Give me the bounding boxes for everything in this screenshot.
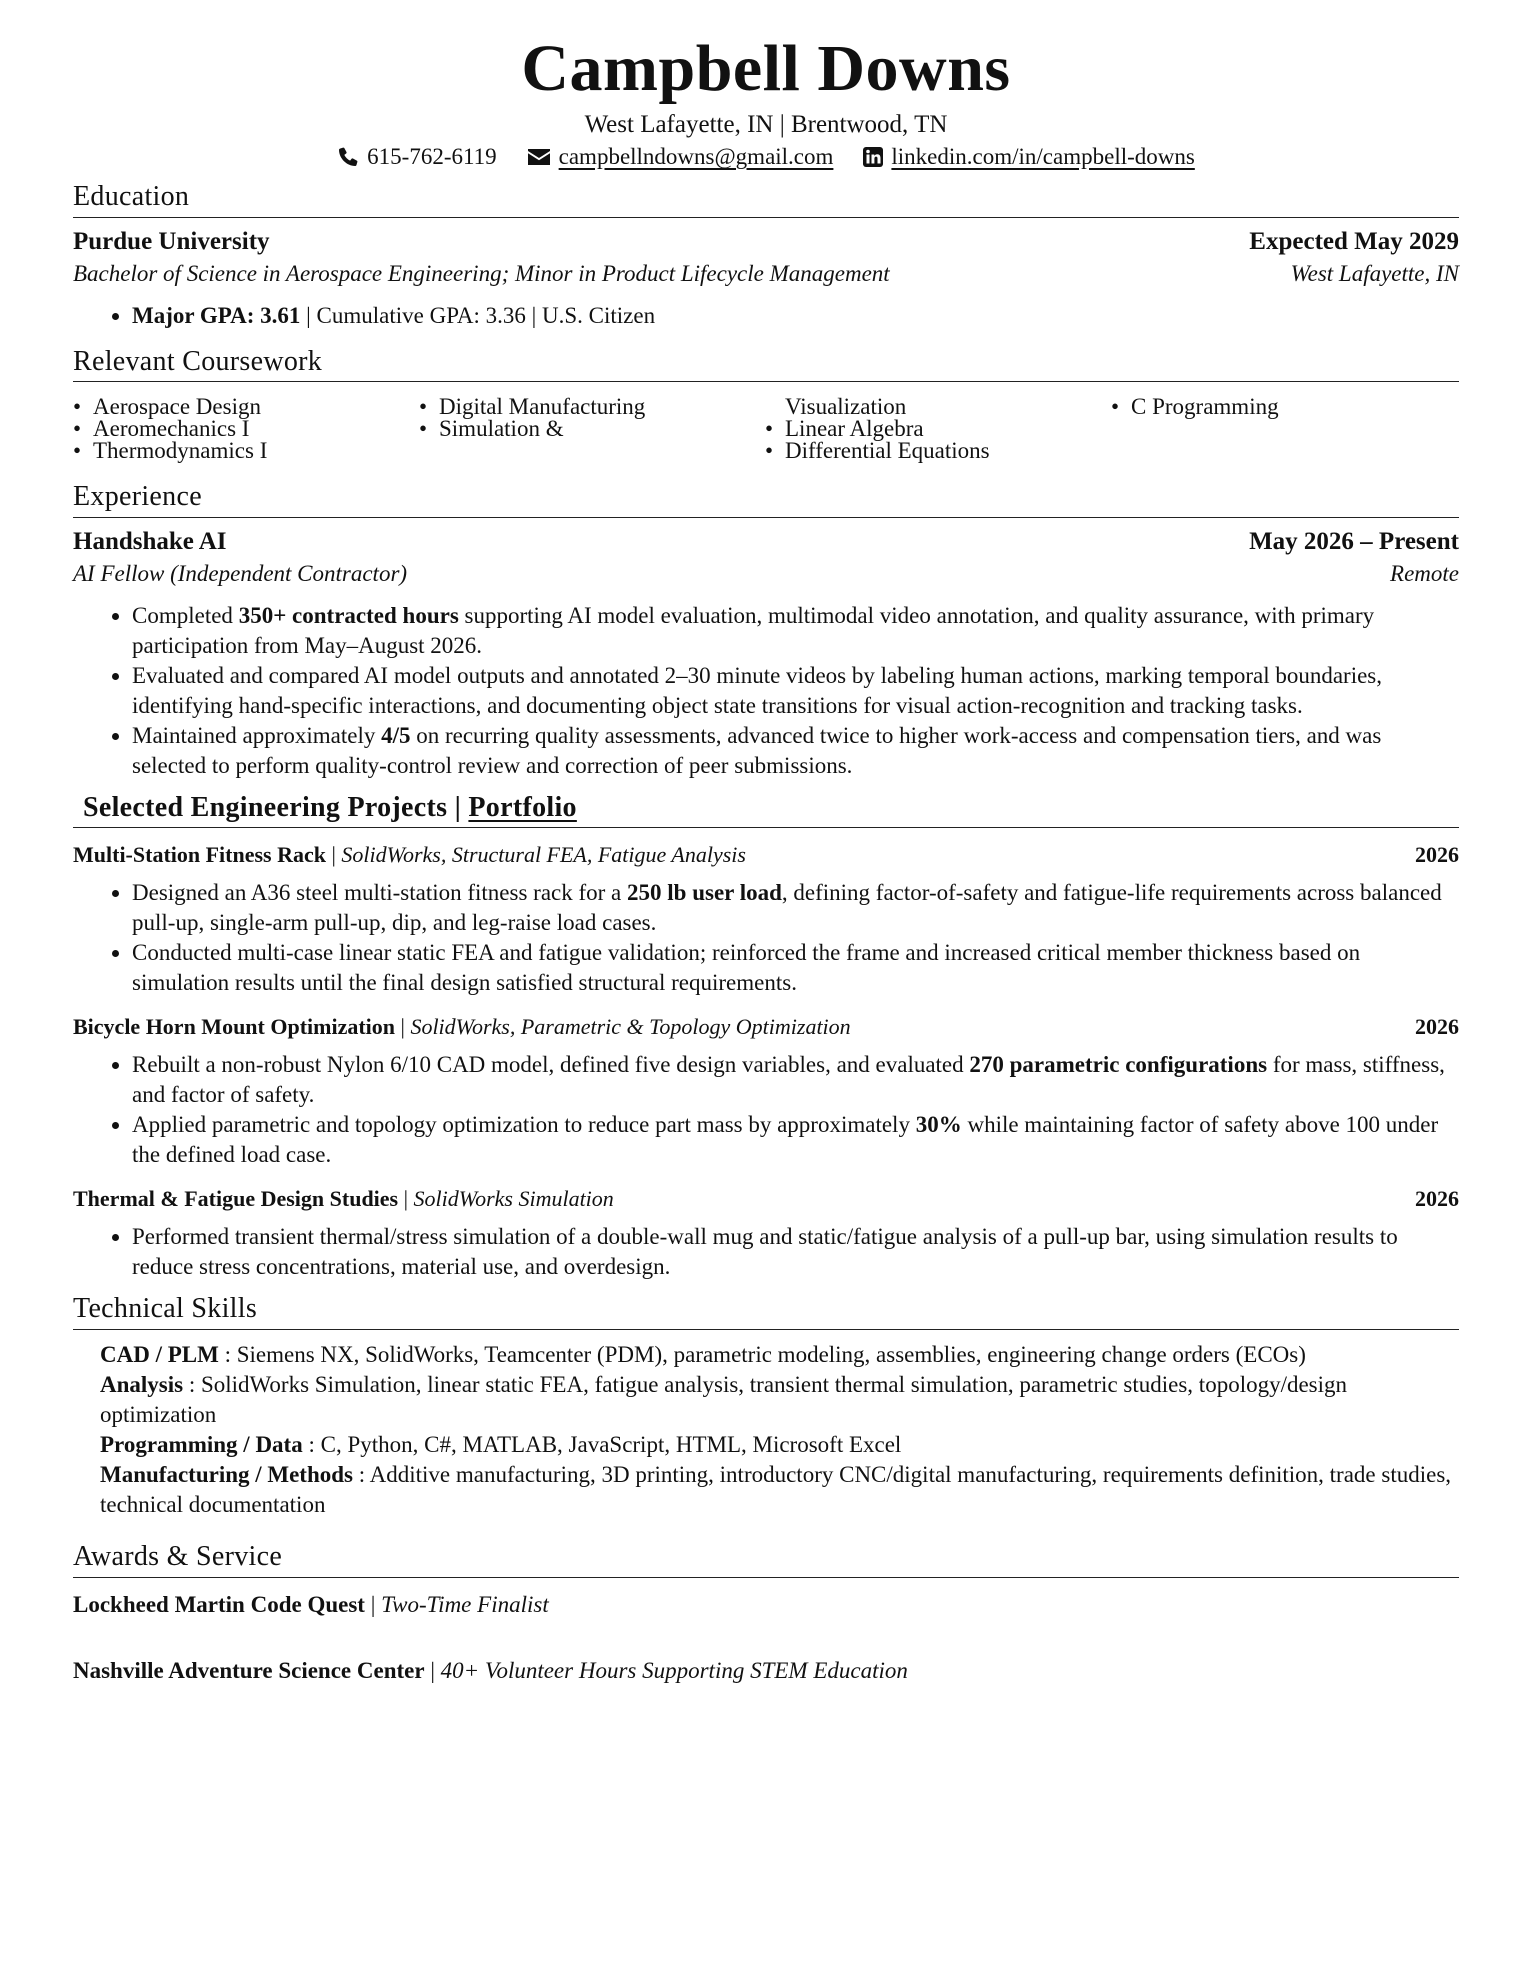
education-section xyxy=(73,180,1459,331)
section-title-coursework: Relevant Coursework xyxy=(73,345,1459,383)
locations: West Lafayette, IN | Brentwood, TN xyxy=(584,111,948,138)
project-tools: SolidWorks, Parametric & Topology Optimization xyxy=(410,1014,851,1040)
text: while maintaining factor of safety above 100 under the defined load case. xyxy=(132,1112,1439,1168)
project-name: Multi-Station Fitness Rack xyxy=(73,842,326,868)
project-bullets xyxy=(73,878,1459,998)
job-location: Remote xyxy=(1390,560,1459,586)
project-bullets xyxy=(73,1222,1459,1282)
separator: | xyxy=(424,1657,441,1683)
separator: | xyxy=(326,842,342,868)
list-item xyxy=(132,601,1459,661)
list-item: • Linear Algebra xyxy=(765,418,1111,440)
separator: | xyxy=(364,1591,382,1617)
skill-category: Programming / Data xyxy=(100,1431,303,1457)
separator: | xyxy=(398,1186,414,1212)
project-bullets xyxy=(73,1050,1459,1170)
list-item: • Aeromechanics I xyxy=(73,418,419,440)
phone-icon xyxy=(337,146,359,168)
coursework-column-1 xyxy=(73,396,419,462)
skill-category: CAD / PLM xyxy=(100,1341,219,1367)
portfolio-link[interactable]: Portfolio xyxy=(468,791,577,823)
project-name: Thermal & Fatigue Design Studies xyxy=(73,1186,399,1212)
text: Designed an A36 steel multi-station fitness rack for a xyxy=(132,880,628,906)
list-item: • Performed transient thermal/stress simulation of a double-wall mug and static/fatigue analysis of a pull-up bar, using simulation results to reduce stress concentrations, material use, and overdesign. xyxy=(132,1222,1459,1282)
resume-page xyxy=(73,30,1459,1684)
list-item: • C Programming xyxy=(1111,396,1457,418)
skills-section xyxy=(73,1292,1459,1520)
text: Maintained approximately xyxy=(132,722,382,748)
education-header xyxy=(73,228,1459,256)
project-tools: SolidWorks Simulation xyxy=(413,1186,614,1212)
list-item: • Simulation & xyxy=(419,418,765,440)
list-item: • Aerospace Design xyxy=(73,396,419,418)
skill-values: : C, Python, C#, MATLAB, JavaScript, HTML, Microsoft Excel xyxy=(302,1431,902,1457)
text: for mass, stiffness, and factor of safety. xyxy=(132,1052,1445,1108)
skill-row xyxy=(100,1340,1459,1370)
skill-values: : Additive manufacturing, 3D printing, introductory CNC/digital manufacturing, requirements definition, trade studies, technical documentation xyxy=(100,1461,1452,1517)
award-description: 40+ Volunteer Hours Supporting STEM Education xyxy=(440,1657,908,1683)
list-item: Visualization xyxy=(785,394,907,420)
linkedin-contact xyxy=(863,144,1194,170)
project-header xyxy=(73,1186,1459,1212)
list-item: • Digital Manufacturing xyxy=(419,396,765,418)
school-location: West Lafayette, IN xyxy=(1290,260,1459,286)
highlight: 270 parametric configurations xyxy=(969,1052,1268,1078)
list-item xyxy=(132,1050,1459,1110)
highlight: 350+ contracted hours xyxy=(238,602,459,628)
list-item: • Conducted multi-case linear static FEA and fatigue validation; reinforced the frame and increased critical member thickness based on simulation results until the final design satisfied structural requirements. xyxy=(132,938,1459,998)
list-item: • Differential Equations xyxy=(765,440,1111,462)
coursework-list xyxy=(73,396,1459,462)
project-name: Bicycle Horn Mount Optimization xyxy=(73,1014,396,1040)
linkedin-link[interactable]: linkedin.com/in/campbell-downs xyxy=(891,144,1195,169)
contact-bar xyxy=(73,144,1459,170)
project-tools: SolidWorks, Structural FEA, Fatigue Analysis xyxy=(341,842,746,868)
coursework-column-3 xyxy=(765,396,1111,462)
award-name: Lockheed Martin Code Quest xyxy=(73,1591,365,1617)
skill-row xyxy=(100,1370,1459,1430)
section-title-skills: Technical Skills xyxy=(73,1292,1459,1330)
text: Completed xyxy=(132,602,239,628)
experience-section xyxy=(73,480,1459,781)
role-row xyxy=(73,561,1459,587)
project-year: 2026 xyxy=(1415,1014,1459,1040)
linkedin-icon xyxy=(863,147,883,167)
gpa-details: | Cumulative GPA: 3.36 | U.S. Citizen xyxy=(300,302,656,328)
list-item xyxy=(132,301,1459,331)
experience-bullets xyxy=(73,601,1459,781)
text: Rebuilt a non-robust Nylon 6/10 CAD model, defined five design variables, and evaluated xyxy=(132,1052,970,1078)
company-name: Handshake AI xyxy=(73,527,227,555)
coursework-column-4 xyxy=(1111,396,1457,462)
education-bullets xyxy=(73,301,1459,331)
project-header xyxy=(73,842,1459,868)
list-item xyxy=(132,1110,1459,1170)
email-contact xyxy=(527,144,834,170)
award-name: Nashville Adventure Science Center xyxy=(73,1657,425,1683)
skill-category: Analysis xyxy=(100,1371,184,1397)
text: on recurring quality assessments, advanced twice to higher work-access and compensation tiers, and was selected to perform quality-control review and correction of peer submissions. xyxy=(132,722,1382,778)
section-title-projects xyxy=(73,791,1459,829)
skill-row xyxy=(100,1430,1459,1460)
experience-header xyxy=(73,528,1459,556)
text: supporting AI model evaluation, multimodal video annotation, and quality assurance, with primary participation from May–August 2026. xyxy=(132,602,1375,658)
degree: Bachelor of Science in Aerospace Engineering; Minor in Product Lifecycle Management xyxy=(73,260,890,286)
envelope-icon xyxy=(527,147,551,167)
graduation-date: Expected May 2029 xyxy=(1249,227,1459,255)
skill-values: : SolidWorks Simulation, linear static FEA, fatigue analysis, transient thermal simulation, parametric studies, topology/design optimization xyxy=(100,1371,1348,1427)
projects-title: Selected Engineering Projects | xyxy=(83,791,462,823)
section-title-experience: Experience xyxy=(73,480,1459,518)
school-name: Purdue University xyxy=(73,227,270,255)
candidate-name: Campbell Downs xyxy=(521,32,1011,105)
email-link[interactable]: campbellndowns@gmail.com xyxy=(558,144,834,169)
phone-number: 615-762-6119 xyxy=(367,144,497,169)
highlight: 4/5 xyxy=(381,722,411,748)
projects-section xyxy=(73,791,1459,1283)
coursework-column-2 xyxy=(419,396,765,462)
award-item xyxy=(73,1592,1459,1618)
list-item xyxy=(132,721,1459,781)
section-title-awards: Awards & Service xyxy=(73,1540,1459,1578)
job-title: AI Fellow (Independent Contractor) xyxy=(73,560,408,586)
section-title-education: Education xyxy=(73,180,1459,218)
major-gpa: Major GPA: 3.61 xyxy=(132,302,301,328)
phone-contact xyxy=(337,144,496,170)
project-year: 2026 xyxy=(1415,842,1459,868)
degree-row xyxy=(73,261,1459,287)
list-item xyxy=(132,878,1459,938)
skill-values: : Siemens NX, SolidWorks, Teamcenter (PDM), parametric modeling, assemblies, engineering change orders (ECOs) xyxy=(218,1341,1306,1367)
skill-category: Manufacturing / Methods xyxy=(100,1461,353,1487)
skill-row xyxy=(100,1460,1459,1520)
project-header xyxy=(73,1014,1459,1040)
coursework-section xyxy=(73,345,1459,463)
text: Applied parametric and topology optimization to reduce part mass by approximately xyxy=(132,1112,916,1138)
award-description: Two-Time Finalist xyxy=(381,1591,549,1617)
list-item: • Evaluated and compared AI model outputs and annotated 2–30 minute videos by labeling human actions, marking temporal boundaries, identifying hand-specific interactions, and documenting object state transitions for visual action-recognition and tracking tasks. xyxy=(132,661,1459,721)
skills-list xyxy=(73,1340,1459,1520)
list-item: • Thermodynamics I xyxy=(73,440,419,462)
award-item xyxy=(73,1658,1459,1684)
text: , defining factor-of-safety and fatigue-life requirements across balanced pull-up, single-arm pull-up, dip, and leg-raise load cases. xyxy=(132,880,1442,936)
awards-section xyxy=(73,1540,1459,1684)
highlight: 30% xyxy=(915,1112,962,1138)
separator: | xyxy=(395,1014,411,1040)
highlight: 250 lb user load xyxy=(627,880,782,906)
employment-date: May 2026 – Present xyxy=(1249,527,1459,555)
project-year: 2026 xyxy=(1415,1186,1459,1212)
